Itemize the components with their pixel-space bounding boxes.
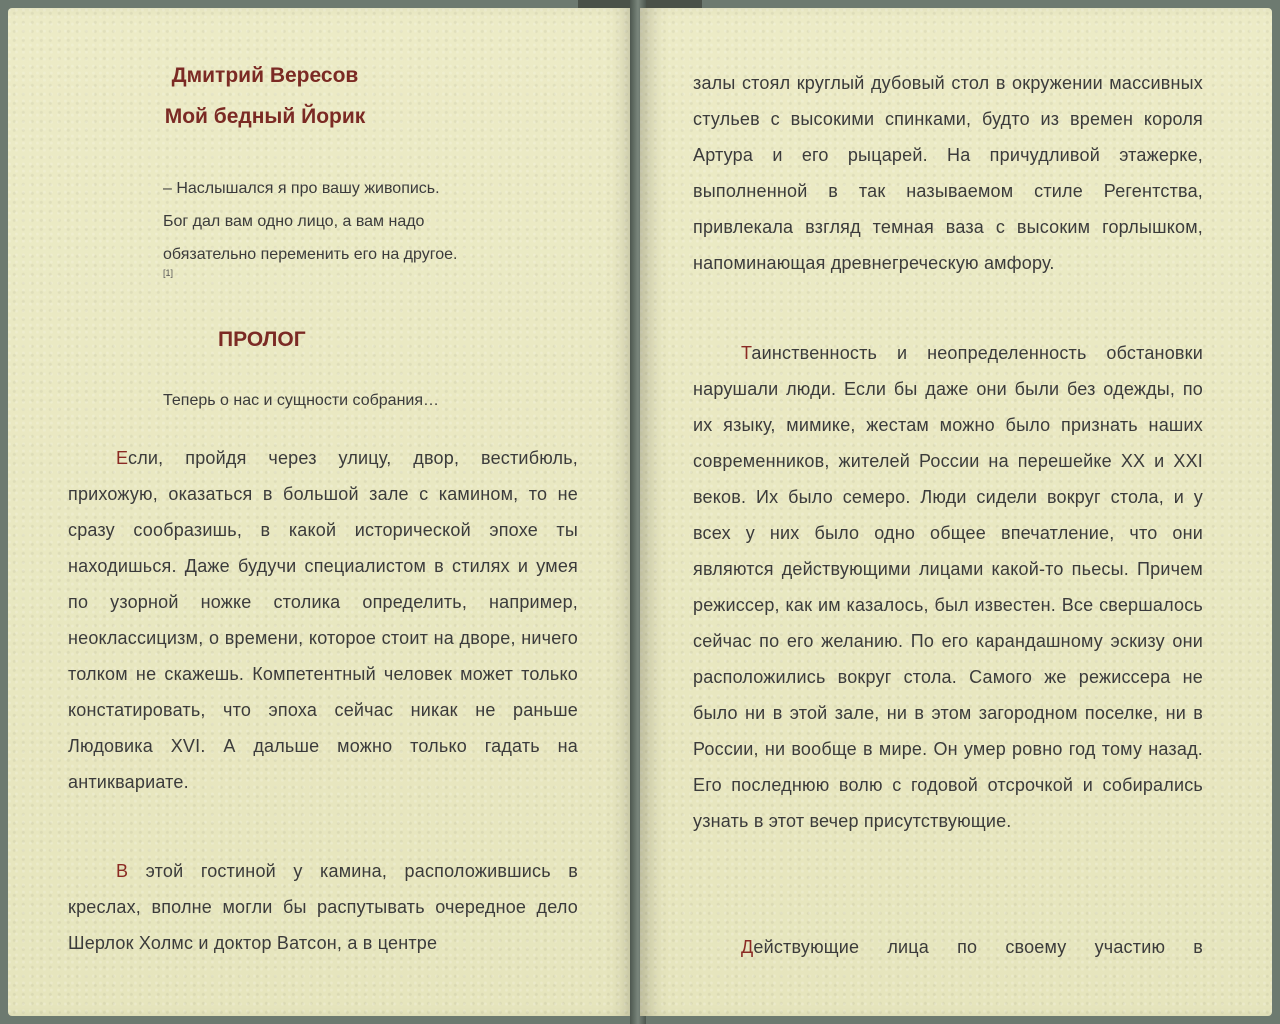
paragraph-text: аинственность и неопределенность обстановки нарушали люди. Если бы даже они были без одежды, по их языку, мимике, жестам можно было признать наших современников, жителей России на перешейке XX и XXI веков. Их было семеро. Люди сидели вокруг стола, и у всех у них было одно общее впечатление, что они являются действующими лицами какой-то пьесы. Причем режиссер, как им казалось, был известен. Все свершалось сейчас по его желанию. По его карандашному эскизу они расположились вокруг стола. Самого же режиссера не было ни в этой зале, ни в этом загородном поселке, ни в России, ни вообще в мире. Он умер ровно год тому назад. Его последнюю волю с годовой отсрочкой и собирались узнать в этот вечер присутствующие. <box>693 343 1203 831</box>
paragraph <box>68 853 578 961</box>
paragraph <box>68 440 578 800</box>
epigraph <box>163 172 523 279</box>
epigraph-line: обязательно переменить его на другое. <box>163 246 458 263</box>
epigraph-line: – Наслышался я про вашу живопись. <box>163 180 440 197</box>
author-name: Дмитрий Вересов <box>171 64 359 87</box>
book-title: Мой бедный Йорик <box>164 105 366 128</box>
chapter-heading: ПРОЛОГ <box>218 328 306 351</box>
chapter-epigraph: Теперь о нас и сущности собрания… <box>163 392 440 409</box>
paragraph <box>693 335 1203 839</box>
right-page[interactable] <box>640 8 1272 1016</box>
paragraph: залы стоял круглый дубовый стол в окружении массивных стульев с высокими спинками, будто из времен короля Артура и его рыцарей. На причудливой этажерке, выполненной в так называемом стиле Регентства, привлекала взгляд темная ваза с высоким горлышком, напоминающая древнегреческую амфору. <box>693 73 1203 273</box>
left-page[interactable] <box>8 8 636 1016</box>
footnote-link[interactable]: [1] <box>163 268 174 278</box>
paragraph <box>693 929 1203 965</box>
paragraph-text: ействующие лица по своему участию в <box>753 937 1203 957</box>
paragraph-text: этой гостиной у камина, расположившись в креслах, вполне могли бы распутывать очередное дело Шерлок Холмс и доктор Ватсон, а в центре <box>68 861 578 953</box>
paragraph-text: сли, пройдя через улицу, двор, вестибюль, прихожую, оказаться в большой зале с камином, то не сразу сообразишь, в какой исторической эпохе ты находишься. Даже будучи специалистом в стилях и умея по узорной ножке столика определить, например, неоклассицизм, о времени, которое стоит на дворе, ничего толком не скажешь. Компетентный человек может только констатировать, что эпоха сейчас никак не раньше Людовика XVI. А дальше можно только гадать на антиквариате. <box>68 448 578 792</box>
paragraph-initial: В <box>116 861 129 881</box>
paragraph-initial: Т <box>741 343 752 363</box>
paragraph-initial: Е <box>116 448 129 468</box>
epigraph-line: Бог дал вам одно лицо, а вам надо <box>163 213 425 230</box>
paragraph-initial: Д <box>741 937 754 957</box>
